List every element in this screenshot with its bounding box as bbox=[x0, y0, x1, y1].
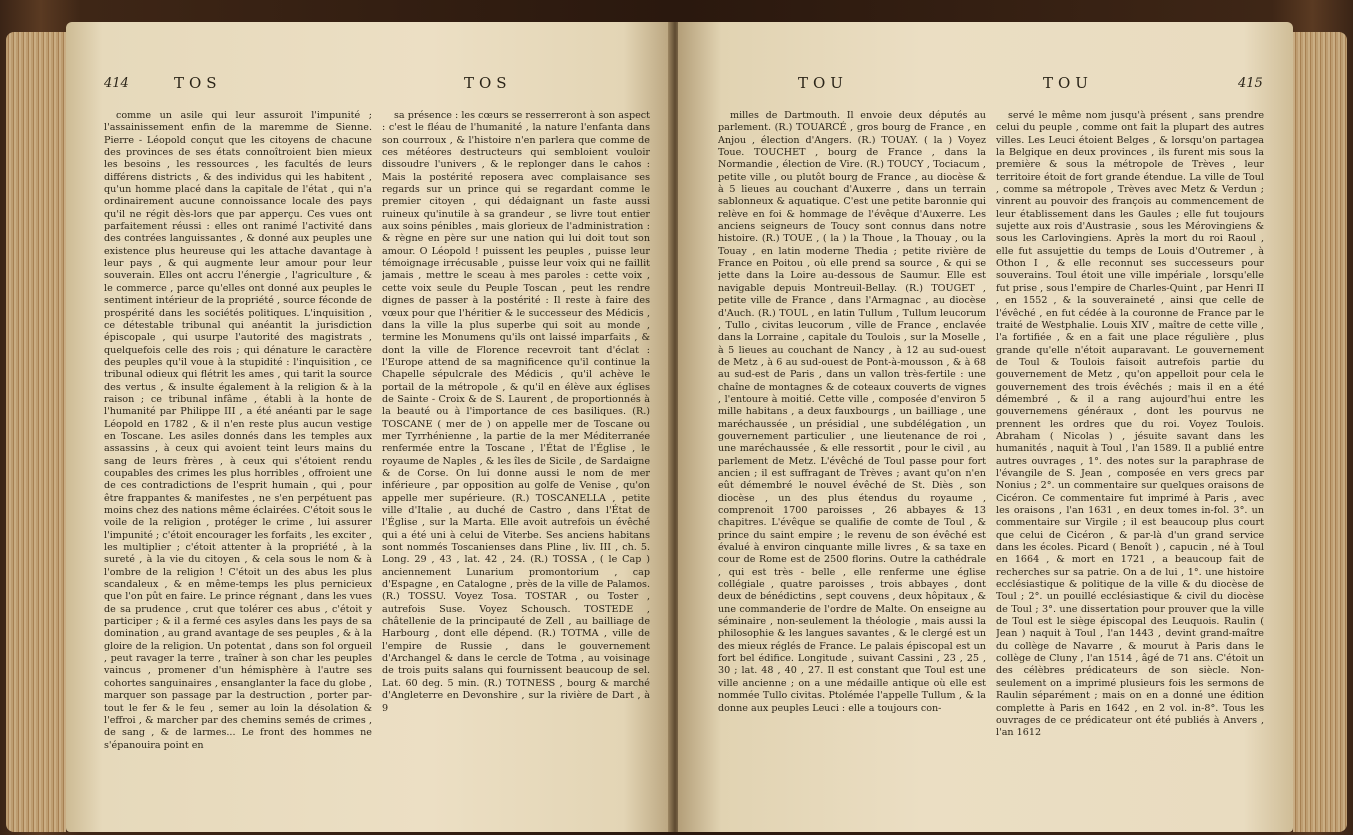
open-book bbox=[6, 22, 1347, 832]
page-number: 414 bbox=[104, 76, 129, 91]
column-text: comme un asile qui leur assuroit l'impunité ; l'assainissement enfin de la maremme de Sienne. Pierre - Léopold conçut que les citoyens de chacune des provinces de ses états connoîtroient bien mieux les besoins , les ressources , les facultés de leurs différens districts , & des individus qui les habitent , qu'un homme placé dans la capitale de l'état , qui n'a ordinairement aucune connoissance locale des pays qu'il ne régit dès-lors que par apperçu. Ces vues ont parfaitement réussi : elles ont ranimé l'activité dans des contrées languissantes , & donné aux peuples une existence plus heureuse qui les attache davantage à leur pays , & qui augmente leur amour pour leur souverain. Elles ont accru l'énergie , l'agriculture , & le commerce , parce qu'elles ont donné aux peuples le sentiment intérieur de la propriété , source féconde de prospérité dans les sociétés politiques. L'inquisition , ce détestable tribunal qui anéantit la jurisdiction épiscopale , qui usurpe l'autorité des magistrats , quelquefois celle des rois ; qui dénature le caractère des peuples qu'il voue à la stupidité : l'inquisition , ce tribunal odieux qui flétrit les ames , qui tarit la source des vertus , & insulte également à la religion & à la raison ; ce tribunal infâme , établi à la honte de l'humanité par Philippe III , a été anéanti par le sage Léopold en 1782 , & il n'en reste plus aucun vestige en Toscane. Les asiles donnés dans les temples aux assassins , à ceux qui avoient teint leurs mains du sang de leurs frères , à ceux qui s'étoient rendu coupables des crimes les plus horribles , offroient une de ces contradictions de l'esprit humain , qui , pour être frappantes & manifestes , ne s'en perpétuent pas moins chez des nations même éclairées. C'étoit sous le voile de la religion , protéger le crime , lui assurer l'impunité ; c'étoit encourager les forfaits , les exciter , les multiplier ; c'étoit attenter à la propriété , à la sureté , à la vie du citoyen , & cela sous le nom & à l'ombre de la religion ! C'étoit un des abus les plus scandaleux , & en même-temps les plus pernicieux que l'on pût en faire. Le prince régnant , dans les vues de sa prudence , crut que tolérer ces abus , c'étoit y participer ; & il a fermé ces asyles dans les pays de sa domination , au grand avantage de ses peuples , & à la gloire de la religion. Un potentat , dans son fol orgueil , peut ravager la terre , traîner à son char les peuples vaincus , promener d'un hémisphère à l'autre ses cohortes sanguinaires , ensanglanter la face du globe , marquer son passage par la destruction , porter par-tout le fer & le feu , semer au loin la désolation & l'effroi , & marcher par des chemins semés de crimes , de sang , & de larmes... Le front des hommes ne s'épanouira point en bbox=[104, 110, 372, 751]
left-page-edges bbox=[6, 32, 66, 832]
text-column-2 bbox=[996, 110, 1264, 820]
column-text: milles de Dartmouth. Il envoie deux députés au parlement. (R.) TOUARCÉ , gros bourg de France , en Anjou , élection d'Angers. (R.) TOUAY. ( la ) Voyez Toue. TOUCHET , bourg de France , dans la Normandie , élection de Vire. (R.) TOUCY , Tociacum , petite ville , ou plutôt bourg de France , au diocèse & à 5 lieues au couchant d'Auxerre , dans un terrain sablonneux & aquatique. C'est une petite baronnie qui relève en foi & hommage de l'évêque d'Auxerre. Les anciens seigneurs de Toucy sont connus dans notre histoire. (R.) TOUE , ( la ) la Thoue , la Thouay , ou la Touay , en latin moderne Thedia ; petite rivière de France en Poitou , où elle prend sa source , & qui se jette dans la Loire au-dessous de Saumur. Elle est navigable depuis Montreuil-Bellay. (R.) TOUGET , petite ville de France , dans l'Armagnac , au diocèse d'Auch. (R.) TOUL , en latin Tullum , Tullum leucorum , Tullo , civitas leucorum , ville de France , enclavée dans la Lorraine , capitale du Toulois , sur la Moselle , à 5 lieues au couchant de Nancy , à 12 au sud-ouest de Metz , à 6 au sud-ouest de Pont-à-mousson , & à 68 au sud-est de Paris , dans un vallon très-fertile : une chaîne de montagnes & de coteaux couverts de vignes , l'entoure à moitié. Cette ville , composée d'environ 5 mille habitans , a deux fauxbourgs , un bailliage , une maréchaussée , un présidial , une subdélégation , un gouvernement particulier , une lieutenance de roi , une maréchaussée , & elle ressortit , pour le civil , au parlement de Metz. L'évêché de Toul passe pour fort ancien ; il est suffragant de Trèves ; avant qu'on n'en eût démembré le nouvel évêché de St. Diès , son diocèse , un des plus étendus du royaume , comprenoit 1700 paroisses , 26 abbayes & 13 chapitres. L'évêque se qualifie de comte de Toul , & prince du saint empire ; le revenu de son évêché est évalué à environ cinquante mille livres , & sa taxe en cour de Rome est de 2500 florins. Outre la cathédrale , qui est très - belle , elle renferme une église collégiale , quatre paroisses , trois abbayes , dont deux de bénédictins , sept couvens , deux hôpitaux , & une commanderie de l'ordre de Malte. On enseigne au séminaire , non-seulement la théologie , mais aussi la philosophie & les langues savantes , & le clergé est un des mieux réglés de France. Le palais épiscopal est un fort bel édifice. Longitude , suivant Cassini , 23 , 25 , 30 ; lat. 48 , 40 , 27. Il est constant que Toul est une ville ancienne ; on a une médaille antique où elle est nommée Tullo civitas. Ptolémée l'appelle Tullum , & la donne aux peuples Leuci : elle a toujours con- bbox=[718, 110, 986, 714]
running-head-left: TOU bbox=[798, 74, 848, 92]
right-page-edges bbox=[1293, 32, 1347, 832]
running-head-right: TOS bbox=[464, 74, 512, 92]
text-column-1 bbox=[718, 110, 986, 820]
right-page bbox=[678, 22, 1293, 832]
page-number: 415 bbox=[1238, 76, 1263, 91]
column-text: servé le même nom jusqu'à présent , sans prendre celui du peuple , comme ont fait la plupart des autres villes. Les Leuci étoient Belges , & lorsqu'on partagea la Belgique en deux provinces , ils furent mis sous la première & sous la métropole de Trèves , leur territoire étoit de fort grande étendue. La ville de Toul , comme sa métropole , Trèves avec Metz & Verdun ; vinrent au pouvoir des françois au commencement de leur établissement dans les Gaules ; elle fut toujours sujette aux rois d'Austrasie , sous les Mérovingiens & sous les Carlovingiens. Après la mort du roi Raoul , elle fut assujettie du temps de Louis d'Outremer , à Othon I , & elle reconnut ses successeurs pour souverains. Toul étoit une ville impériale , lorsqu'elle fut prise , sous l'empire de Charles-Quint , par Henri II , en 1552 , & la souveraineté , ainsi que celle de l'évêché , en fut cédée à la couronne de France par le traité de Westphalie. Louis XIV , maître de cette ville , l'a fortifiée , & en a fait une place régulière , plus grande qu'elle n'étoit auparavant. Le gouvernement de Toul & Toulois faisoit autrefois partie du gouvernement de Metz , qu'on appelloit pour cela le gouvernement des trois évêchés ; mais il en a été démembré , & il a rang aujourd'hui entre les gouvernemens généraux , dont les pourvus ne prennent les ordres que du roi. Voyez Toulois. Abraham ( Nicolas ) , jésuite savant dans les humanités , naquit à Toul , l'an 1589. Il a publié entre autres ouvrages , 1°. des notes sur la paraphrase de l'évangile de S. Jean , composée en vers grecs par Nonius ; 2°. un commentaire sur quelques oraisons de Cicéron. Ce commentaire fut imprimé à Paris , avec les oraisons , l'an 1631 , en deux tomes in-fol. 3°. un commentaire sur Virgile ; il est beaucoup plus court que celui de Cicéron , & par-là d'un grand service dans les écoles. Picard ( Benoît ) , capucin , né à Toul en 1664 , & mort en 1721 , a beaucoup fait de recherches sur sa patrie. On a de lui , 1°. une histoire ecclésiastique & politique de la ville & du diocèse de Toul ; 2°. un pouillé ecclésiastique & civil du diocèse de Toul ; 3°. une dissertation pour prouver que la ville de Toul est le siège épiscopal des Leuquois. Raulin ( Jean ) naquit à Toul , l'an 1443 , devint grand-maître du collège de Navarre , & mourut à Paris dans le collège de Cluny , l'an 1514 , âgé de 71 ans. C'étoit un des célèbres prédicateurs de son siècle. Non-seulement on a imprimé plusieurs fois les sermons de Raulin séparément ; mais on en a donné une édition complette à Paris en 1642 , en 2 vol. in-8°. Tous les ouvrages de ce prédicateur ont été publiés à Anvers , l'an 1612 bbox=[996, 110, 1264, 739]
text-column-2 bbox=[382, 110, 650, 820]
running-head-right: TOU bbox=[1043, 74, 1093, 92]
text-column-1 bbox=[104, 110, 372, 820]
running-head-left: TOS bbox=[174, 74, 222, 92]
left-page bbox=[66, 22, 672, 832]
column-text: sa présence : les cœurs se resserreront à son aspect : c'est le fléau de l'humanité , la nature l'enfanta dans son courroux , & l'histoire n'en parlera que comme de ces météores destructeurs qui sembloient vouloir dissoudre l'univers , & le replonger dans le cahos : Mais la postérité reposera avec complaisance ses regards sur un prince qui se regardant comme le premier citoyen , qui dédaignant un faste aussi ruineux qu'inutile à sa grandeur , se livre tout entier aux soins pénibles , mais glorieux de l'administration : & règne en père sur une nation qui lui doit tout son amour. O Léopold ! puissent les peuples , puisse leur témoignage irrécusable , puisse leur voix qui ne faillit jamais , mettre le sceau à mes paroles : cette voix , cette voix seule du Peuple Toscan , peut les rendre dignes de passer à la postérité : Il reste à faire des vœux pour que l'héritier & le successeur des Médicis , dans la ville la plus superbe qui soit au monde , termine les Monumens qu'ils ont laissé imparfaits , & dont la ville de Florence recevroit tant d'éclat : l'Europe attend de sa magnificence qu'il continue la Chapelle sépulcrale des Médicis , qu'il achève le portail de la métropole , & qu'il en élève aux églises de Sainte - Croix & de S. Laurent , de proportionnés à la beauté ou à l'importance de ces basiliques. (R.) TOSCANE ( mer de ) on appelle mer de Toscane ou mer Tyrrhénienne , la partie de la mer Méditerranée renfermée entre la Toscane , l'État de l'Église , le royaume de Naples , & les îles de Sicile , de Sardaigne & de Corse. On lui donne aussi le nom de mer inférieure , par opposition au golfe de Venise , qu'on appelle mer supérieure. (R.) TOSCANELLA , petite ville d'Italie , au duché de Castro , dans l'État de l'Église , sur la Marta. Elle avoit autrefois un évêché qui a été uni à celui de Viterbe. Ses anciens habitans sont nommés Toscanienses dans Pline , liv. III , ch. 5. Long. 29 , 43 , lat. 42 , 24. (R.) TOSSA , ( le Cap ) anciennement Lunarium promontorium , cap d'Espagne , en Catalogne , près de la ville de Palamos. (R.) TOSSU. Voyez Tosa. TOSTAR , ou Toster , autrefois Suse. Voyez Schousch. TOSTEDE , châtellenie de la principauté de Zell , au bailliage de Harbourg , dont elle dépend. (R.) TOTMA , ville de l'empire de Russie , dans le gouvernement d'Archangel & dans le cercle de Totma , au voisinage de trois puits salans qui fournissent beaucoup de sel. Lat. 60 deg. 5 min. (R.) TOTNESS , bourg & marché d'Angleterre en Devonshire , sur la rivière de Dart , à 9 bbox=[382, 110, 650, 714]
